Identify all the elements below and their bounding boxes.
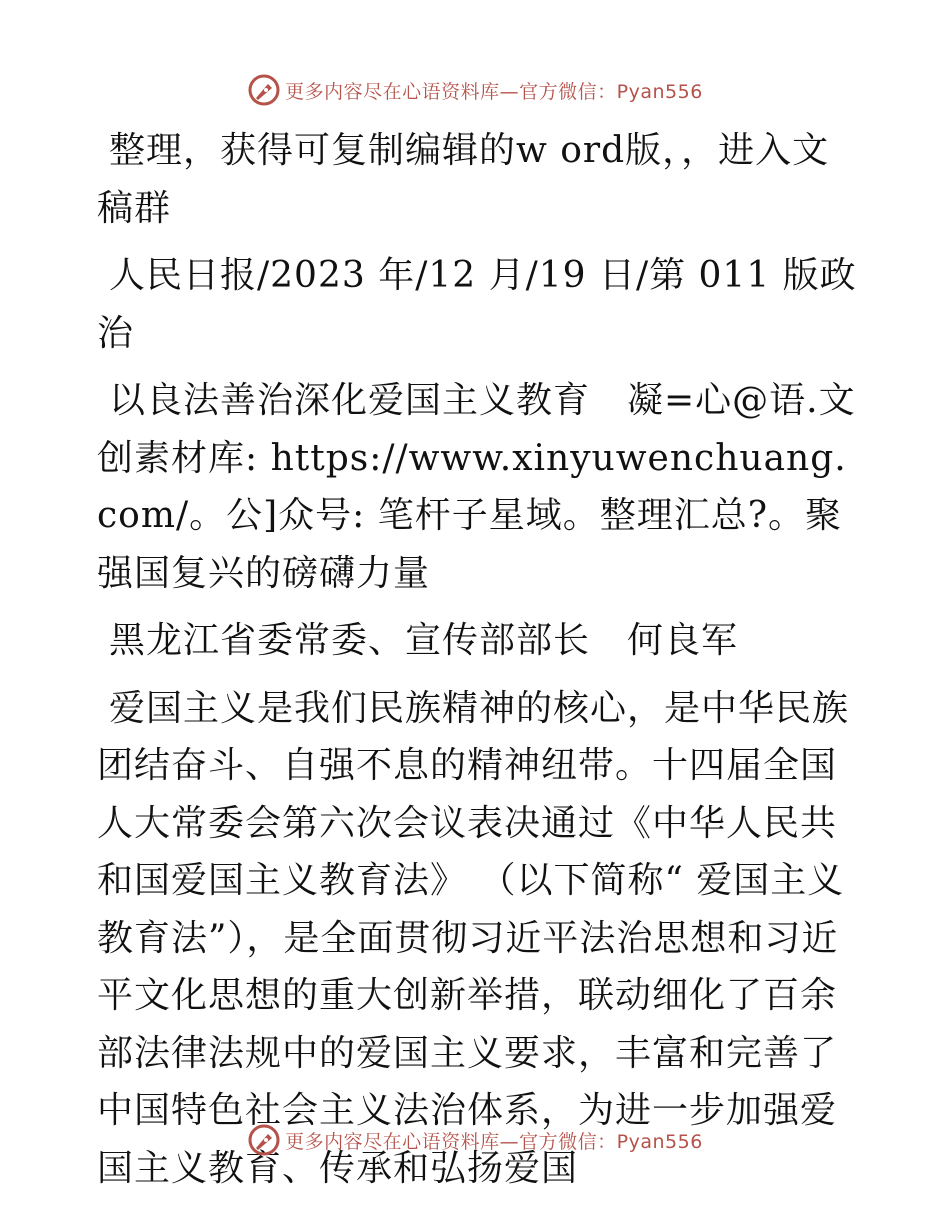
author-line: 黑龙江省委常委、宣传部部长 何良军: [109, 620, 739, 661]
body-paragraph: 爱国主义是我们民族精神的核心，是中华民族团结奋斗、自强不息的精神纽带。十四届全国人大常委会第六次会议表决通过《中华人民共和国爱国主义教育法》 （以下简称“ 爱国主义教育法”），是全面贯彻习近平法治思想和习近平文化思想的重大创新举措，联动细化了百余部法律法规中的爱国主义要求，丰富和完善了中国特色社会主义法治体系，为进一步加强爱国主义教育、传承和弘扬爱国: [97, 687, 850, 1189]
banner-text: 更多内容尽在心语资料库—官方微信：Pyan556: [285, 80, 703, 103]
document-body: [97, 122, 857, 1209]
header-watermark-banner: [0, 70, 950, 110]
intro-note-paragraph: 整理，获得可复制编辑的w ord版，，进入文稿群: [97, 130, 830, 229]
source-line: 人民日报/2023 年/12 月/19 日/第 011 版政治: [97, 255, 857, 354]
article-title: 以良法善治深化爱国主义教育 凝=心@语.文创素材库: https://www.xinyuwenchuang.com/。公]众号: 笔杆子星域。整理汇总?。聚强国复兴的磅礴力量: [97, 380, 856, 594]
footer-watermark-banner: [0, 1120, 950, 1160]
pen-nib-circle-logo-icon: [247, 73, 281, 107]
pen-nib-circle-logo-icon: [247, 1123, 281, 1157]
banner-text: 更多内容尽在心语资料库—官方微信：Pyan556: [285, 1130, 703, 1153]
